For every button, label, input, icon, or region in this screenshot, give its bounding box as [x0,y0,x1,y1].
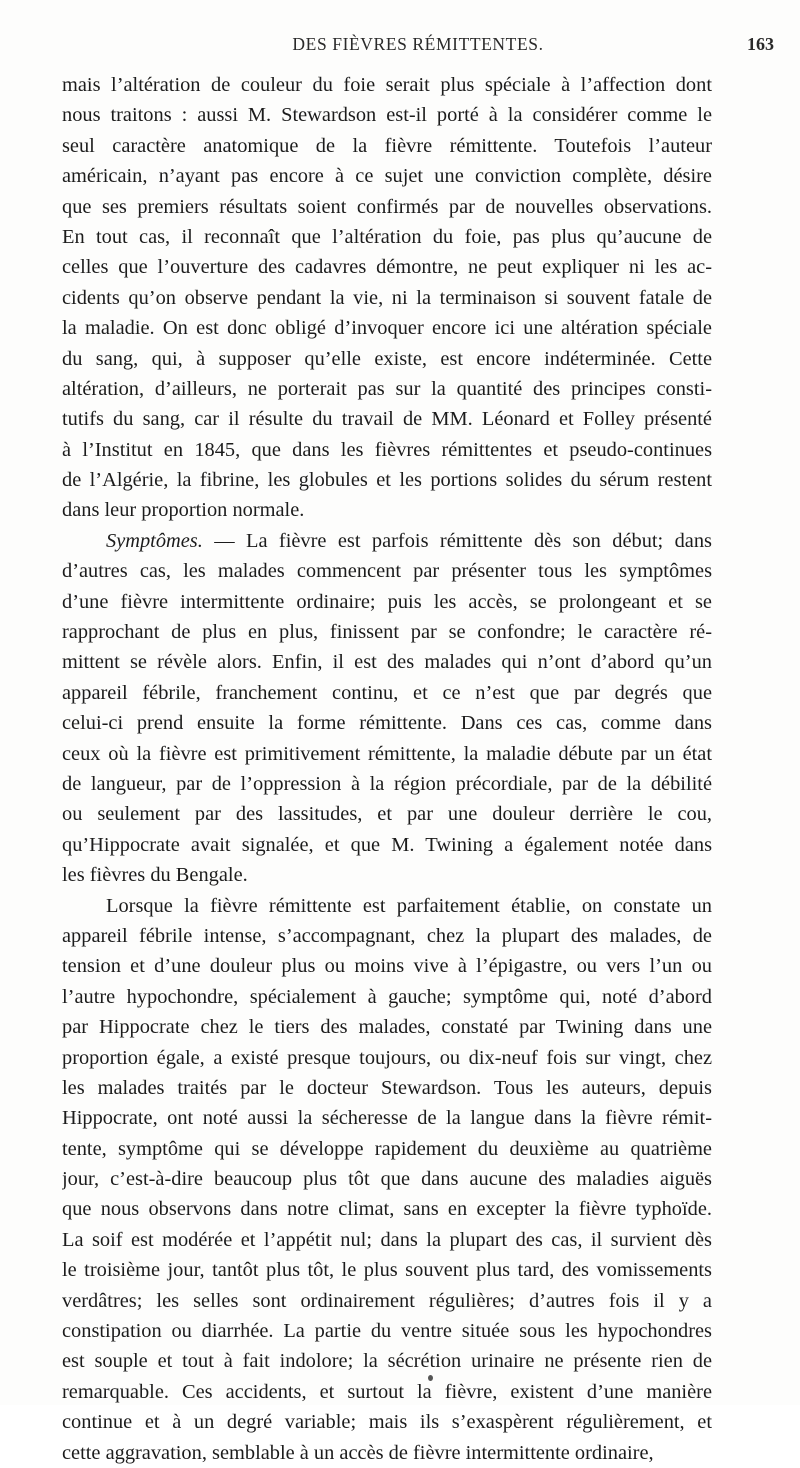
page-number: 163 [747,34,774,54]
text-line: constipation ou diarrhée. La partie du ventre située sous les hypochondres [62,1320,712,1343]
text-line: les malades traités par le docteur Stewardson. Tous les auteurs, depuis [62,1076,712,1099]
text-line: d’autres cas, les malades commencent par présenter tous les symptômes [62,560,712,583]
text-line: du sang, qui, à supposer qu’elle existe, est encore indéterminée. Cette [62,347,712,370]
text-line: d’une fièvre intermittente ordinaire; puis les accès, se prolongeant et se [62,590,712,613]
text-line: appareil fébrile, franchement continu, et ce n’est que par degrés que [62,681,712,704]
text-line: tente, symptôme qui se développe rapidement du deuxième au quatrième [62,1137,712,1160]
text-line: que ses premiers résultats soient confirmés par de nouvelles observations. [62,195,712,218]
text-line: que nous observons dans notre climat, sans en excepter la fièvre typhoïde. [62,1198,712,1221]
text-line: par Hippocrate chez le tiers des malades, constaté par Twining dans une [62,1016,712,1039]
text-line: les fièvres du Bengale. [62,864,248,887]
text-line: mais l’altération de couleur du foie serait plus spéciale à l’affection dont [62,74,712,96]
ink-speck [428,1375,433,1381]
body-text [62,70,712,1468]
text-line: qu’Hippocrate avait signalée, et que M. Twining a également notée dans [62,833,712,856]
text-line: continue et à un degré variable; mais ils s’exaspèrent régulièrement, et [62,1411,712,1434]
text-line: cette aggravation, semblable à un accès de fièvre intermittente ordinaire, [62,1441,654,1464]
running-title: DES FIÈVRES RÉMITTENTES. [292,34,544,54]
text-line: En tout cas, il reconnaît que l’altération du foie, pas plus qu’aucune de [62,225,712,248]
section-heading-line: Symptômes. — La fièvre est parfois rémittente dès son début; dans [106,529,712,552]
text-line: le troisième jour, tantôt plus tôt, le plus souvent plus tard, des vomissements [62,1259,712,1282]
text-line: cidents qu’on observe pendant la vie, ni la terminaison si souvent fatale de [62,286,712,309]
text-line: La soif est modérée et l’appétit nul; dans la plupart des cas, il survient dès [62,1228,712,1251]
text-line: dans leur proportion normale. [62,499,305,522]
text-line: mittent se révèle alors. Enfin, il est des malades qui n’ont d’abord qu’un [62,651,712,674]
text-line: l’autre hypochondre, spécialement à gauche; symptôme qui, noté d’abord [62,985,712,1008]
text-line: Hippocrate, ont noté aussi la sécheresse de la langue dans la fièvre rémit- [62,1107,712,1130]
text-line: à l’Institut en 1845, que dans les fièvres rémittentes et pseudo-continues [62,438,712,461]
text-line: la maladie. On est donc obligé d’invoquer encore ici une altération spéciale [62,317,712,340]
text-line: Lorsque la fièvre rémittente est parfaitement établie, on constate un [106,894,712,917]
text-line: altération, d’ailleurs, ne porterait pas sur la quantité des principes consti- [62,377,712,400]
text-line: remarquable. Ces accidents, et surtout la fièvre, existent d’une manière [62,1380,712,1403]
section-heading-word: Symptômes. [106,529,203,552]
running-head [62,34,774,58]
text-line: américain, n’ayant pas encore à ce sujet une conviction complète, désire [62,165,712,188]
text-line: ou seulement par des lassitudes, et par une douleur derrière le cou, [62,803,712,826]
text-line: ceux où la fièvre est primitivement rémittente, la maladie débute par un état [62,742,712,765]
text-line: est souple et tout à fait indolore; la sécrétion urinaire ne présente rien de [62,1350,712,1373]
text-line: de langueur, par de l’oppression à la région précordiale, par de la débilité [62,772,712,795]
text-line: rapprochant de plus en plus, finissent par se confondre; le caractère ré- [62,621,712,644]
text-line: verdâtres; les selles sont ordinairement régulières; d’autres fois il y a [62,1289,712,1312]
text-line: seul caractère anatomique de la fièvre rémittente. Toutefois l’auteur [62,134,712,157]
text-line: de l’Algérie, la fibrine, les globules et les portions solides du sérum restent [62,469,712,492]
text-line: celui-ci prend ensuite la forme rémittente. Dans ces cas, comme dans [62,712,712,735]
text-line: jour, c’est-à-dire beaucoup plus tôt que dans aucune des maladies aiguës [62,1168,712,1191]
text-line: nous traitons : aussi M. Stewardson est-il porté à la considérer comme le [62,104,712,127]
text-line: proportion égale, a existé presque toujours, ou dix-neuf fois sur vingt, chez [62,1046,712,1069]
text-line: appareil fébrile intense, s’accompagnant, chez la plupart des malades, de [62,924,712,947]
text-line: tension et d’une douleur plus ou moins vive à l’épigastre, ou vers l’un ou [62,955,712,978]
text-line: tutifs du sang, car il résulte du travail de MM. Léonard et Folley présenté [62,408,712,431]
text-line: celles que l’ouverture des cadavres démontre, ne peut expliquer ni les ac- [62,256,712,279]
